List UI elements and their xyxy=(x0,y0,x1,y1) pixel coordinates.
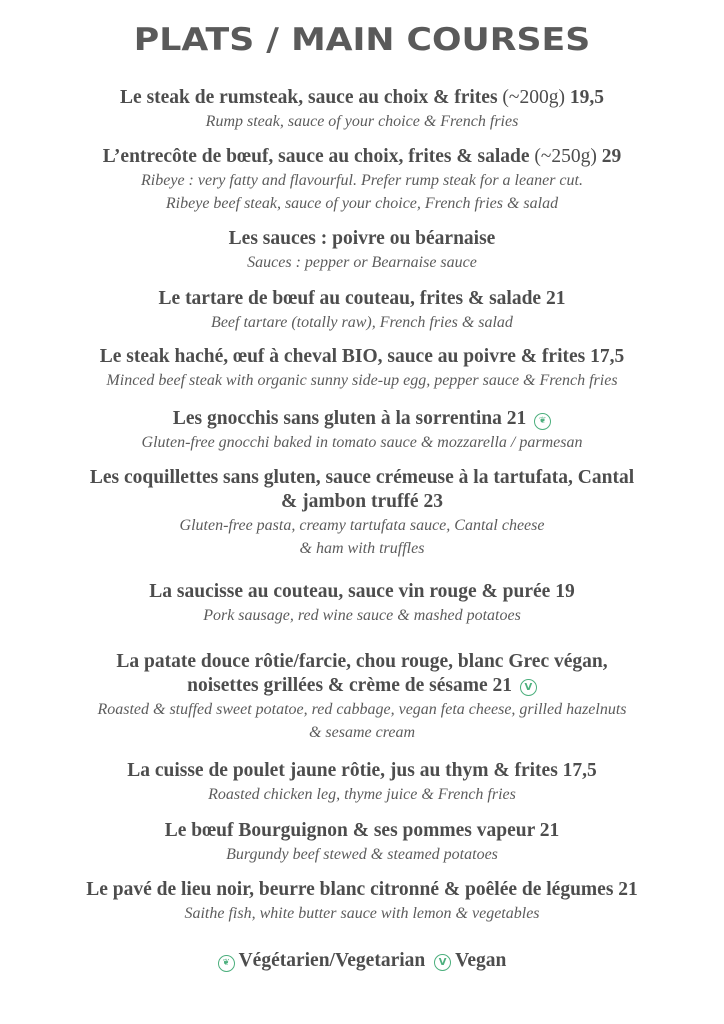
dish-description: Sauces : pepper or Bearnaise sauce xyxy=(247,254,477,271)
menu-item xyxy=(0,227,724,274)
menu-item xyxy=(0,466,724,560)
dish-description: Roasted chicken leg, thyme juice & French fries xyxy=(208,786,516,803)
menu-item xyxy=(0,407,724,454)
dish-name xyxy=(0,345,724,369)
legend-vegan: Vegan xyxy=(455,950,507,971)
dish-title: L’entrecôte de bœuf, sauce au choix, frites & salade xyxy=(102,146,530,167)
menu-item xyxy=(0,580,724,627)
dish-description: Ribeye : very fatty and flavourful. Prefer rump steak for a leaner cut. xyxy=(141,172,583,189)
dish-name-line2 xyxy=(0,674,724,698)
vegan-icon: V xyxy=(434,954,451,971)
menu-item xyxy=(0,145,724,215)
dish-weight: (~250g) xyxy=(534,146,597,167)
vegetarian-icon: ❦ xyxy=(218,955,235,972)
vegetarian-icon: ❦ xyxy=(534,413,551,430)
dish-title: Le pavé de lieu noir, beurre blanc citronné & poêlée de légumes xyxy=(86,879,614,900)
dish-description: & ham with truffles xyxy=(299,540,425,557)
dish-title: Les gnocchis sans gluten à la sorrentina xyxy=(172,408,502,429)
dish-weight: (~200g) xyxy=(502,87,565,108)
dish-price: 23 xyxy=(423,491,443,512)
dish-description: Pork sausage, red wine sauce & mashed potatoes xyxy=(203,607,521,624)
dish-price: 21 xyxy=(618,879,638,900)
dish-description: Saithe fish, white butter sauce with lemon & vegetables xyxy=(184,905,540,922)
dish-description: Roasted & stuffed sweet potatoe, red cabbage, vegan feta cheese, grilled hazelnuts xyxy=(97,701,627,718)
dish-title: Le bœuf Bourguignon & ses pommes vapeur xyxy=(164,820,535,841)
dish-price: 17,5 xyxy=(590,346,625,367)
dish-price: 21 xyxy=(506,408,527,429)
legend xyxy=(0,950,724,972)
dish-price: 19 xyxy=(555,581,575,602)
dish-name-line2 xyxy=(0,490,724,514)
dish-name xyxy=(0,407,724,431)
dish-title: La cuisse de poulet jaune rôtie, jus au thym & frites xyxy=(127,760,558,781)
dish-name xyxy=(0,86,724,110)
dish-name xyxy=(0,580,724,604)
dish-title: Les coquillettes sans gluten, sauce crémeuse à la tartufata, Cantal xyxy=(89,467,635,488)
dish-price: 21 xyxy=(539,820,560,841)
menu-item xyxy=(0,759,724,806)
dish-name xyxy=(0,759,724,783)
dish-price: 17,5 xyxy=(562,760,597,781)
dish-price: 21 xyxy=(545,288,566,309)
dish-title: Le steak de rumsteak, sauce au choix & frites xyxy=(120,87,498,108)
menu-item xyxy=(0,345,724,392)
dish-description: Beef tartare (totally raw), French fries & salad xyxy=(211,314,513,331)
dish-title: Les sauces : poivre ou béarnaise xyxy=(228,228,496,249)
menu-item xyxy=(0,86,724,133)
dish-description: Minced beef steak with organic sunny side-up egg, pepper sauce & French fries xyxy=(106,372,618,389)
page-title: PLATS / MAIN COURSES xyxy=(133,22,591,58)
dish-title: La patate douce rôtie/farcie, chou rouge, blanc Grec végan, xyxy=(116,651,608,672)
dish-description: Rump steak, sauce of your choice & French fries xyxy=(205,113,519,130)
dish-title: La saucisse au couteau, sauce vin rouge & purée xyxy=(149,581,551,602)
dish-name xyxy=(0,145,724,169)
dish-description: Gluten-free gnocchi baked in tomato sauce & mozzarella / parmesan xyxy=(141,434,583,451)
dish-price: 21 xyxy=(492,675,512,696)
dish-name xyxy=(0,287,724,311)
dish-price: 29 xyxy=(601,146,622,167)
dish-description: Burgundy beef stewed & steamed potatoes xyxy=(226,846,498,863)
dish-price: 19,5 xyxy=(569,87,604,108)
dish-name xyxy=(0,466,724,490)
dish-name xyxy=(0,878,724,902)
dish-name xyxy=(0,650,724,674)
dish-title: Le tartare de bœuf au couteau, frites & salade xyxy=(158,288,542,309)
dish-description: Gluten-free pasta, creamy tartufata sauce, Cantal cheese xyxy=(179,517,545,534)
dish-name xyxy=(0,227,724,251)
menu-item xyxy=(0,819,724,866)
menu-item xyxy=(0,878,724,925)
dish-title: Le steak haché, œuf à cheval BIO, sauce au poivre & frites xyxy=(99,346,586,367)
legend-vegetarian: Végétarien/Vegetarian xyxy=(238,950,426,971)
dish-description: & sesame cream xyxy=(308,724,416,741)
menu-item xyxy=(0,650,724,744)
menu-item xyxy=(0,287,724,334)
vegan-icon: V xyxy=(520,679,537,696)
dish-title-cont: & jambon truffé xyxy=(281,491,419,512)
dish-description: Ribeye beef steak, sauce of your choice, French fries & salad xyxy=(165,195,559,212)
dish-title-cont: noisettes grillées & crème de sésame xyxy=(187,675,488,696)
dish-name xyxy=(0,819,724,843)
